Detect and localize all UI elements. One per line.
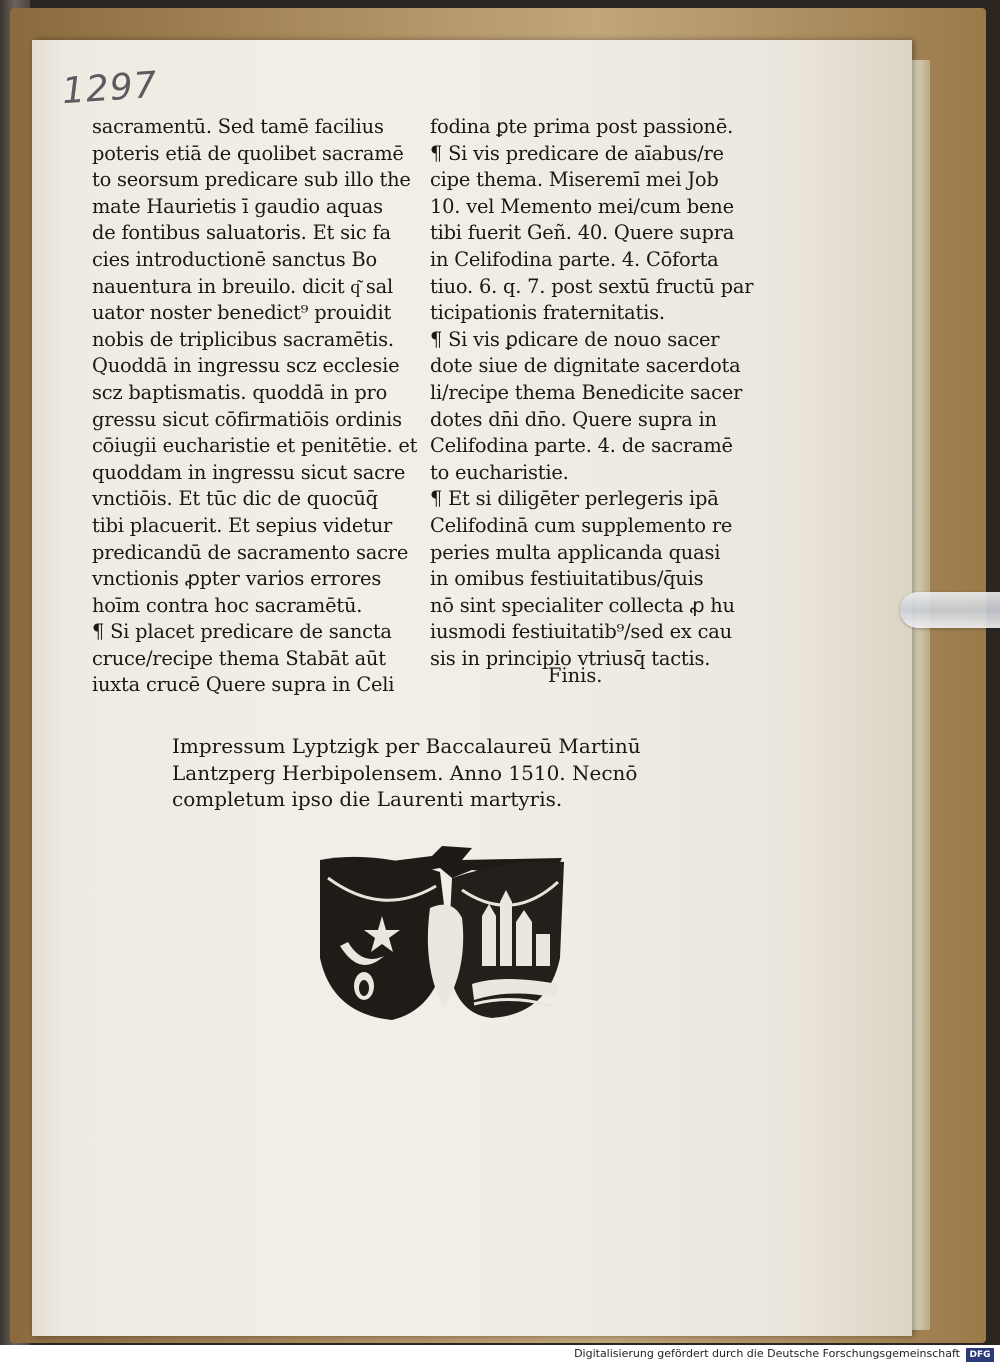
text-line: Quoddā in ingressu scz ecclesie <box>92 354 400 378</box>
text-line: gressu sicut cōfirmatiōis ordinis <box>92 407 402 431</box>
text-line: scz baptismatis. quoddā in pro <box>92 380 388 404</box>
text-line: nobis de triplicibus sacramētis. <box>92 327 394 351</box>
text-line: cruce/recipe thema Stabāt aūt <box>92 646 386 670</box>
text-line: vnctionis ꝓpter varios errores <box>92 567 382 591</box>
text-line: nauentura in breuilo. dicit q͂ sal <box>92 274 393 298</box>
text-line: vnctiōis. Et tūc dic de quocūq̄ <box>92 487 378 511</box>
finis-line: Finis. <box>548 664 603 687</box>
text-line: 10. vel Memento mei/cum bene <box>430 194 734 218</box>
text-line: in Celifodina parte. 4. Cōforta <box>430 247 719 271</box>
text-line: fodina ꝑte prima post passionē. <box>430 115 734 138</box>
text-line: hoīm contra hoc sacramētū. <box>92 593 363 617</box>
text-line: tiuo. 6. q. 7. post sextū fructū par <box>430 274 754 298</box>
text-line: Celifodinā cum supplemento re <box>430 513 733 537</box>
colophon-line: completum ipso die Laurenti martyris. <box>172 787 563 812</box>
text-line: mate Haurietis ī gaudio aquas <box>92 194 383 218</box>
text-line: iuxta crucē Quere supra in Celi <box>92 673 395 697</box>
text-line: li/recipe thema Benedicite sacer <box>430 380 743 404</box>
dfg-logo: DFG <box>966 1348 994 1362</box>
text-line: ¶ Si placet predicare de sancta <box>92 620 392 644</box>
colophon-line: Lantzperg Herbipolensem. Anno 1510. Necnō <box>172 760 638 785</box>
text-line: poteris etiā de quolibet sacramē <box>92 141 404 165</box>
text-line: tibi placuerit. Et sepius videtur <box>92 513 393 537</box>
text-line: predicandū de sacramento sacre <box>92 540 409 564</box>
left-text-column <box>92 114 432 699</box>
pencil-folio-note: 1297 <box>60 64 159 113</box>
text-line: dote siue de dignitate sacerdota <box>430 354 741 378</box>
text-line: Celifodina parte. 4. de sacramē <box>430 434 733 458</box>
text-line: tibi fuerit Geñ. 40. Quere supra <box>430 221 735 245</box>
digitization-footer <box>0 1345 1000 1365</box>
printers-device-woodcut <box>312 838 572 1028</box>
text-line: ¶ Et si diligēter perlegeris ipā <box>430 487 719 511</box>
funding-credit: Digitalisierung gefördert durch die Deutsche Forschungsgemeinschaft <box>574 1347 960 1360</box>
text-line: ¶ Si vis ꝑdicare de nouo sacer <box>430 327 720 351</box>
text-line: quoddam in ingressu sicut sacre <box>92 460 406 484</box>
right-text-column <box>430 114 770 672</box>
text-line: iusmodi festiuitatib⁹/sed ex cau <box>430 620 732 644</box>
text-line: dotes dn̄i dn̄o. Quere supra in <box>430 407 717 431</box>
text-line: to seorsum predicare sub illo the <box>92 168 411 192</box>
text-line: sis in principio vtriusq̄ tactis. <box>430 646 711 670</box>
text-line: cipe thema. Miseremī mei Job <box>430 168 719 192</box>
text-line: cōiugii eucharistie et penitētie. et <box>92 434 418 458</box>
text-line: uator noster benedict⁹ prouidit <box>92 301 392 325</box>
text-line: ticipationis fraternitatis. <box>430 301 665 325</box>
text-line: in omibus festiuitatibus/q̄uis <box>430 567 704 591</box>
text-line: to eucharistie. <box>430 460 569 484</box>
text-line: nō sint specialiter collecta ꝓ hu <box>430 593 735 617</box>
colophon-line: Impressum Lyptzigk per Baccalaureū Martinū <box>172 734 641 758</box>
text-line: cies introductionē sanctus Bo <box>92 247 378 271</box>
text-line: de fontibus saluatoris. Et sic fa <box>92 221 391 245</box>
text-line: sacramentū. Sed tamē facilius <box>92 115 384 138</box>
colophon <box>172 733 732 813</box>
text-line: ¶ Si vis predicare de aīabus/re <box>430 141 724 165</box>
text-line: peries multa applicanda quasi <box>430 540 721 564</box>
page-clip-holder <box>900 592 1000 628</box>
